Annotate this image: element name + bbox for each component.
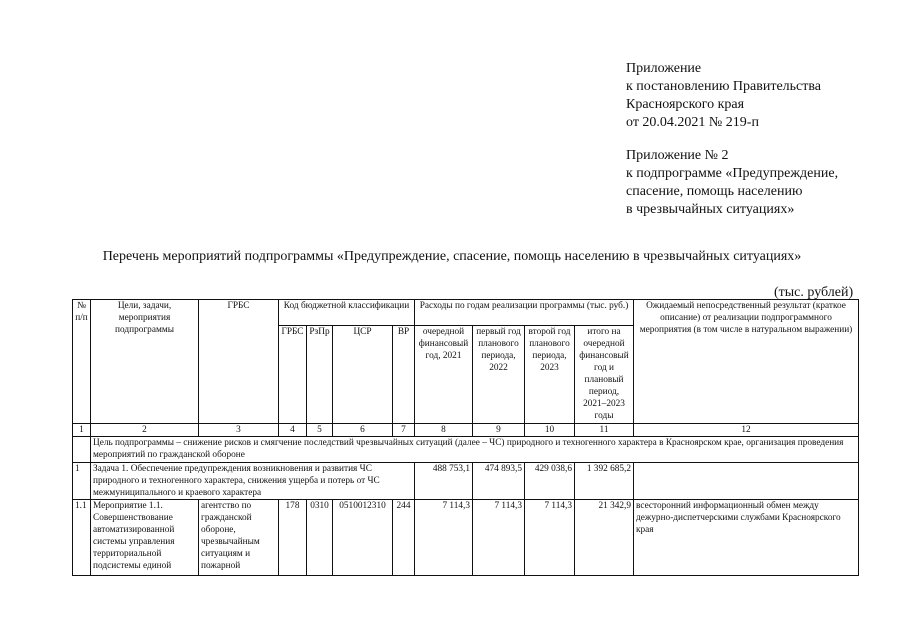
appendix2-line: спасение, помощь населению (626, 184, 803, 199)
task-total: 1 392 685,2 (575, 463, 634, 500)
header-year-first: первый год планового периода, 2022 (473, 326, 525, 424)
col-number: 9 (473, 424, 525, 437)
measure-text: Мероприятие 1.1. Совершенствование автоматизированной системы управления территориальной подсистемы единой (91, 500, 199, 576)
header-code-vr: ВР (393, 326, 415, 424)
measure-2021: 7 114,3 (415, 500, 473, 576)
header-grbs: ГРБС (199, 300, 279, 424)
header-year-total: итого на очередной финансовый год и плановый период, 2021–2023 годы (575, 326, 634, 424)
appendix-line: Приложение (626, 61, 702, 76)
header-code-rzpr: РзПр (307, 326, 333, 424)
col-number: 3 (199, 424, 279, 437)
appendix-block (626, 60, 821, 132)
col-number: 10 (525, 424, 575, 437)
appendix2-line: в чрезвычайных ситуациях» (626, 202, 795, 217)
header-num: № п/п (73, 300, 91, 424)
appendix-line: Красноярского края (626, 97, 745, 112)
measure-csr: 0510012310 (333, 500, 393, 576)
appendix-line: от 20.04.2021 № 219-п (626, 115, 759, 130)
task-num: 1 (73, 463, 91, 500)
measures-table (72, 299, 859, 576)
appendix-line: к постановлению Правительства (626, 79, 822, 94)
measure-rzpr: 0310 (307, 500, 333, 576)
measure-num: 1.1 (73, 500, 91, 576)
header-code-grbs: ГРБС (279, 326, 307, 424)
task-result (634, 463, 859, 500)
header-code-csr: ЦСР (333, 326, 393, 424)
task-2021: 488 753,1 (415, 463, 473, 500)
measure-total: 21 342,9 (575, 500, 634, 576)
appendix2-line: к подпрограмме «Предупреждение, (626, 166, 839, 181)
measure-vr: 244 (393, 500, 415, 576)
appendix2-block (626, 147, 838, 219)
task-text: Задача 1. Обеспечение предупреждения возникновения и развития ЧС природного и техногенного характера, снижения ущерба и потерь от ЧС межмуниципального и краевого характера (91, 463, 415, 500)
measure-2023: 7 114,3 (525, 500, 575, 576)
measure-result: всесторонний информационный обмен между дежурно-диспетчерскими службами Красноярского края (634, 500, 859, 576)
goal-num-cell (73, 437, 91, 463)
header-year-second: второй год планового периода, 2023 (525, 326, 575, 424)
col-number: 7 (393, 424, 415, 437)
header-goals: Цели, задачи, мероприятия подпрограммы (91, 300, 199, 424)
measure-grbs: 178 (279, 500, 307, 576)
col-number: 6 (333, 424, 393, 437)
header-budget-code: Код бюджетной классификации (279, 300, 415, 326)
document-title: Перечень мероприятий подпрограммы «Предупреждение, спасение, помощь населению в чрезвычайных ситуациях» (102, 249, 802, 264)
header-result: Ожидаемый непосредственный результат (краткое описание) от реализации подпрограммного мероприятия (в том числе в натуральном выражении) (634, 300, 859, 424)
measure-grbs-text: агентство по гражданской обороне, чрезвычайным ситуациям и пожарной (199, 500, 279, 576)
col-number: 8 (415, 424, 473, 437)
task-2023: 429 038,6 (525, 463, 575, 500)
appendix2-line: Приложение № 2 (626, 148, 729, 163)
col-number: 4 (279, 424, 307, 437)
col-number: 2 (91, 424, 199, 437)
measure-2022: 7 114,3 (473, 500, 525, 576)
header-expenses: Расходы по годам реализации программы (тыс. руб.) (415, 300, 634, 326)
units-label: (тыс. рублей) (774, 285, 854, 300)
col-number: 1 (73, 424, 91, 437)
goal-row: Цель подпрограммы – снижение рисков и смягчение последствий чрезвычайных ситуаций (далее – ЧС) природного и техногенного характера в Красноярском крае, организация проведения мероприятий по гражданской обороне (91, 437, 859, 463)
col-number: 12 (634, 424, 859, 437)
col-number: 11 (575, 424, 634, 437)
header-year-current: очередной финансовый год, 2021 (415, 326, 473, 424)
task-2022: 474 893,5 (473, 463, 525, 500)
col-number: 5 (307, 424, 333, 437)
